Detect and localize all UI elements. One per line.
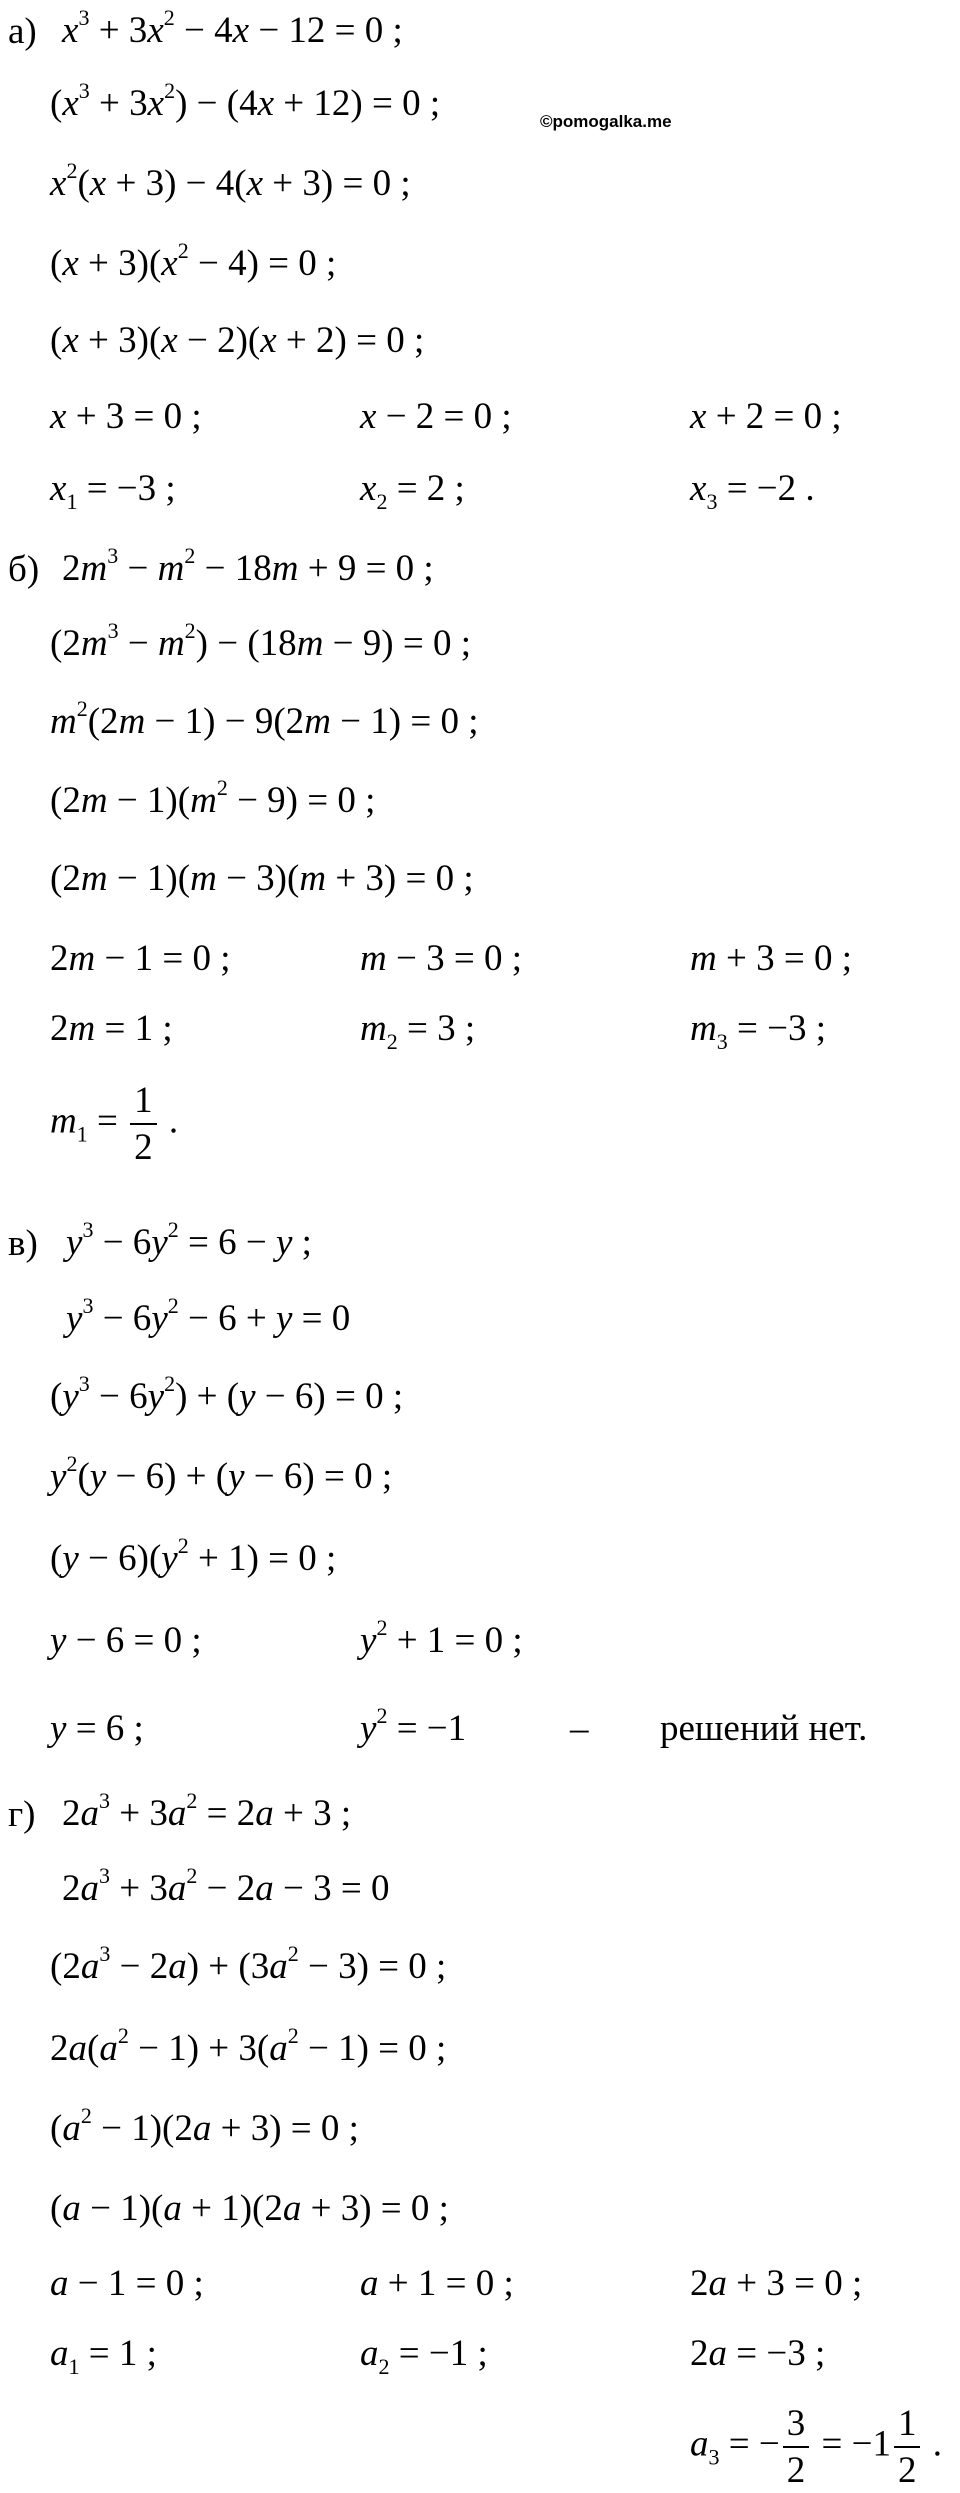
label-part-v: в) (8, 1223, 38, 1264)
equation-g-1: $2a^3 + 3a^2 = 2a + 3$ ; (62, 1788, 352, 1834)
equation-g-2: $2a^3 + 3a^2 - 2a - 3 = 0$ (62, 1863, 390, 1909)
equation-a-6a: x + 3 = 0 ; (50, 396, 202, 437)
root-a-1: $x_1 = -3$ ; (50, 468, 176, 514)
root-g-2: $a_2 = -1$ ; (360, 2333, 488, 2379)
root-g-3: $a_3$ = − $\frac{3}{2}$ = −1 $\frac{1}{2}$ . (690, 2403, 942, 2491)
equation-v-6a: y − 6 = 0 ; (50, 1620, 202, 1661)
watermark: ©pomogalka.me (540, 112, 672, 131)
equation-v-5: $(y - 6)(y^2 + 1) = 0$ ; (50, 1533, 337, 1579)
equation-v-6b: $y^2 + 1 = 0$ ; (360, 1615, 523, 1661)
equation-a-2: $(x^3 + 3x^2) - (4x + 12) = 0$ ; (50, 78, 441, 124)
label-part-g: г) (8, 1794, 36, 1835)
equation-g-7a: a − 1 = 0 ; (50, 2263, 204, 2304)
root-b-1: $m_1$ = $\frac{1}{2}$ . (50, 1080, 179, 1168)
equation-g-3: $(2a^3 - 2a) + (3a^2 - 3) = 0$ ; (50, 1941, 447, 1987)
equation-b-1: $2m^3 - m^2 - 18m + 9 = 0$ ; (62, 543, 434, 589)
no-solutions-text: решений нет. (660, 1708, 868, 1749)
equation-a-1: $x^3 + 3x^2 - 4x - 12 = 0$ ; (62, 5, 403, 51)
equation-v-4: $y^2(y - 6) + (y - 6) = 0$ ; (50, 1451, 393, 1497)
equation-b-5: (2m − 1)(m − 3)(m + 3) = 0 ; (50, 858, 474, 899)
equation-a-5: (x + 3)(x − 2)(x + 2) = 0 ; (50, 320, 425, 361)
root-g-1: $a_1 = 1$ ; (50, 2333, 157, 2379)
root-b-3: $m_3 = -3$ ; (690, 1008, 826, 1054)
equation-b-6b: m − 3 = 0 ; (360, 938, 522, 979)
equation-v-3: $(y^3 - 6y^2) + (y - 6) = 0$ ; (50, 1371, 404, 1417)
equation-g-7b: a + 1 = 0 ; (360, 2263, 514, 2304)
root-v-1: y = 6 ; (50, 1708, 144, 1749)
label-part-a: а) (8, 11, 37, 52)
equation-b-3: $m^2(2m - 1) - 9(2m - 1) = 0$ ; (50, 696, 479, 742)
equation-b-4: $(2m - 1)(m^2 - 9) = 0$ ; (50, 775, 376, 821)
equation-v-2: $y^3 - 6y^2 - 6 + y = 0$ (66, 1293, 351, 1339)
root-b-2: $m_2 = 3$ ; (360, 1008, 476, 1054)
equation-g-7c: 2a + 3 = 0 ; (690, 2263, 863, 2304)
root-a-2: $x_2 = 2$ ; (360, 468, 465, 514)
equation-b-2: $(2m^3 - m^2) - (18m - 9) = 0$ ; (50, 618, 472, 664)
equation-a-3: $x^2(x + 3) - 4(x + 3) = 0$ ; (50, 158, 411, 204)
equation-b-6a: 2m − 1 = 0 ; (50, 938, 231, 979)
equation-v-1: $y^3 - 6y^2 = 6 - y$ ; (66, 1217, 312, 1263)
equation-a-4: $(x + 3)(x^2 - 4) = 0$ ; (50, 238, 337, 284)
equation-g-6: (a − 1)(a + 1)(2a + 3) = 0 ; (50, 2188, 449, 2229)
label-part-b: б) (8, 549, 40, 590)
equation-b-7a: 2m = 1 ; (50, 1008, 173, 1049)
dash: – (570, 1708, 589, 1749)
equation-g-8c: 2a = −3 ; (690, 2333, 826, 2374)
equation-b-6c: m + 3 = 0 ; (690, 938, 852, 979)
equation-g-4: $2a(a^2 - 1) + 3(a^2 - 1) = 0$ ; (50, 2023, 447, 2069)
equation-a-6c: x + 2 = 0 ; (690, 396, 842, 437)
equation-a-6b: x − 2 = 0 ; (360, 396, 512, 437)
root-a-3: $x_3 = -2$ . (690, 468, 815, 514)
equation-v-7b: $y^2 = -1$ (360, 1703, 467, 1749)
equation-g-5: $(a^2 - 1)(2a + 3) = 0$ ; (50, 2103, 359, 2149)
